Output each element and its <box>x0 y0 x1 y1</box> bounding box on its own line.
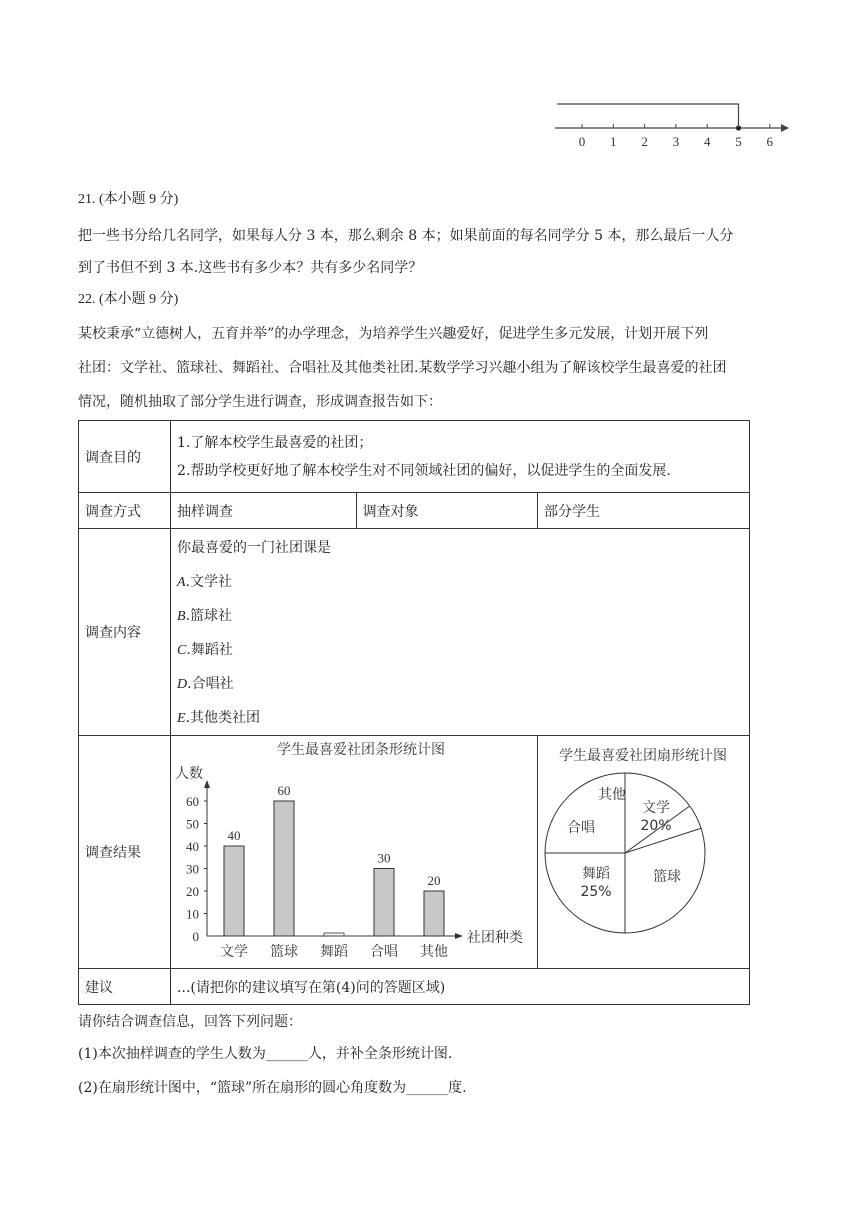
number-line-tick-label: 4 <box>703 134 711 149</box>
number-line-tick-label: 2 <box>641 134 648 149</box>
q21-line2: 到了书但不到 3 本.这些书有多少本？共有多少名同学？ <box>78 260 423 276</box>
pie-chart-slice-label: 其他 <box>598 787 627 803</box>
bar-chart-y-arrow <box>204 780 210 788</box>
pie-chart-slice-label: 合唱 <box>567 820 596 836</box>
bar-chart-y-tick-label: 60 <box>186 794 200 809</box>
option-text: .舞蹈社 <box>186 642 233 658</box>
purpose-item-2: 2.帮助学校更好地了解本校学生对不同领域社团的偏好，以促进学生的全面发展. <box>177 462 671 479</box>
bar-chart-data-label: 20 <box>427 873 441 888</box>
questions-intro: 请你结合调查信息，回答下列问题： <box>78 1014 302 1030</box>
bar-chart-x-arrow <box>455 933 463 939</box>
pie-chart <box>538 736 748 964</box>
option-letter: E <box>177 711 186 726</box>
bar-chart-data-label: 30 <box>377 850 391 866</box>
option-a <box>177 565 743 599</box>
bar-chart-category-label: 舞蹈 <box>320 944 349 960</box>
pie-chart-slice-label: 20% <box>640 818 672 834</box>
suggest-value: ...(请把你的建议填写在第(4)问的答题区域) <box>171 969 750 1005</box>
option-letter: B <box>177 609 186 624</box>
purpose-label: 调查目的 <box>79 421 171 493</box>
option-b <box>177 599 743 633</box>
survey-report-table <box>78 420 750 1005</box>
bar-chart-category-label: 篮球 <box>270 944 299 960</box>
bar-chart-y-tick-label: 20 <box>186 884 200 899</box>
number-line-ray <box>557 104 739 128</box>
result-label: 调查结果 <box>79 736 171 969</box>
pie-chart-slice-label: 篮球 <box>653 869 682 885</box>
method-value: 抽样调查 <box>171 493 357 529</box>
question-2: (2)在扇形统计图中，“篮球”所在扇形的圆心角度数为______度. <box>78 1080 467 1096</box>
number-line-tick-label: 0 <box>578 134 586 149</box>
number-line-tick-label: 3 <box>672 134 680 149</box>
bar-chart-title: 学生最喜爱社团条形统计图 <box>277 742 446 758</box>
bar-chart-category-label: 其他 <box>420 944 449 960</box>
option-d <box>177 667 743 701</box>
question-1: (1)本次抽样调查的学生人数为______人，并补全条形统计图. <box>78 1046 453 1062</box>
q22-line1: 某校秉承“立德树人，五育并举”的办学理念，为培养学生兴趣爱好，促进学生多元发展，计划开展下列 <box>78 326 709 342</box>
bar-chart-category-label: 文学 <box>220 944 249 960</box>
number-line-arrow <box>781 124 789 132</box>
option-c <box>177 633 743 667</box>
method-label: 调查方式 <box>79 493 171 529</box>
bar-chart-category-label: 合唱 <box>370 944 399 960</box>
bar-chart-bar <box>274 801 294 936</box>
q22-line2: 社团：文学社、篮球社、舞蹈社、合唱社及其他类社团.某数学学习兴趣小组为了解该校学生最喜爱的社团 <box>78 360 727 376</box>
pie-chart-slice-label: 文学 <box>642 800 671 816</box>
option-letter: D <box>177 677 188 692</box>
bar-chart-bar <box>224 846 244 936</box>
bar-chart-y-tick-label: 10 <box>186 906 200 922</box>
bar-chart <box>171 736 537 964</box>
bar-chart-xlabel: 社团种类 <box>467 930 524 946</box>
q21-heading: 21. (本小题 9 分) <box>78 192 179 207</box>
pie-chart-title: 学生最喜爱社团扇形统计图 <box>559 748 728 764</box>
option-e <box>177 701 743 735</box>
number-line-tick-label: 6 <box>766 134 774 149</box>
bar-chart-y-tick-label: 0 <box>192 929 200 944</box>
bar-chart-y-tick-label: 30 <box>186 861 200 877</box>
bar-chart-bar <box>374 869 394 937</box>
bar-chart-bar <box>424 891 444 936</box>
number-line-tick-label: 5 <box>735 134 742 149</box>
object-label: 调查对象 <box>356 493 537 529</box>
option-letter: A <box>177 575 186 590</box>
q21-line1: 把一些书分给几名同学，如果每人分 3 本，那么剩余 8 本；如果前面的每名同学分 5 本，那么最后一人分 <box>78 228 734 244</box>
content-label: 调查内容 <box>79 529 171 736</box>
option-text: .合唱社 <box>187 676 234 692</box>
q22-heading: 22. (本小题 9 分) <box>78 292 179 307</box>
pie-chart-slice-label: 舞蹈 <box>582 866 611 882</box>
content-question: 你最喜爱的一门社团课是 <box>177 540 332 556</box>
object-value: 部分学生 <box>538 493 750 529</box>
option-text: .篮球社 <box>185 608 233 624</box>
option-letter: C <box>177 643 187 658</box>
number-line <box>555 98 795 158</box>
option-text: .其他类社团 <box>185 710 261 726</box>
purpose-item-1: 1.了解本校学生最喜爱的社团； <box>177 434 373 451</box>
bar-chart-y-tick-label: 50 <box>186 816 200 832</box>
option-text: .文学社 <box>185 574 233 590</box>
bar-chart-data-label: 40 <box>227 828 241 843</box>
bar-chart-y-tick-label: 40 <box>186 839 200 854</box>
pie-chart-slice-label: 25% <box>580 884 612 900</box>
q22-line3: 情况，随机抽取了部分学生进行调查，形成调查报告如下： <box>78 394 442 410</box>
number-line-tick-label: 1 <box>610 134 617 149</box>
bar-chart-data-label: 60 <box>277 783 291 798</box>
suggest-label: 建议 <box>79 969 171 1005</box>
bar-chart-ylabel: 人数 <box>175 766 204 782</box>
